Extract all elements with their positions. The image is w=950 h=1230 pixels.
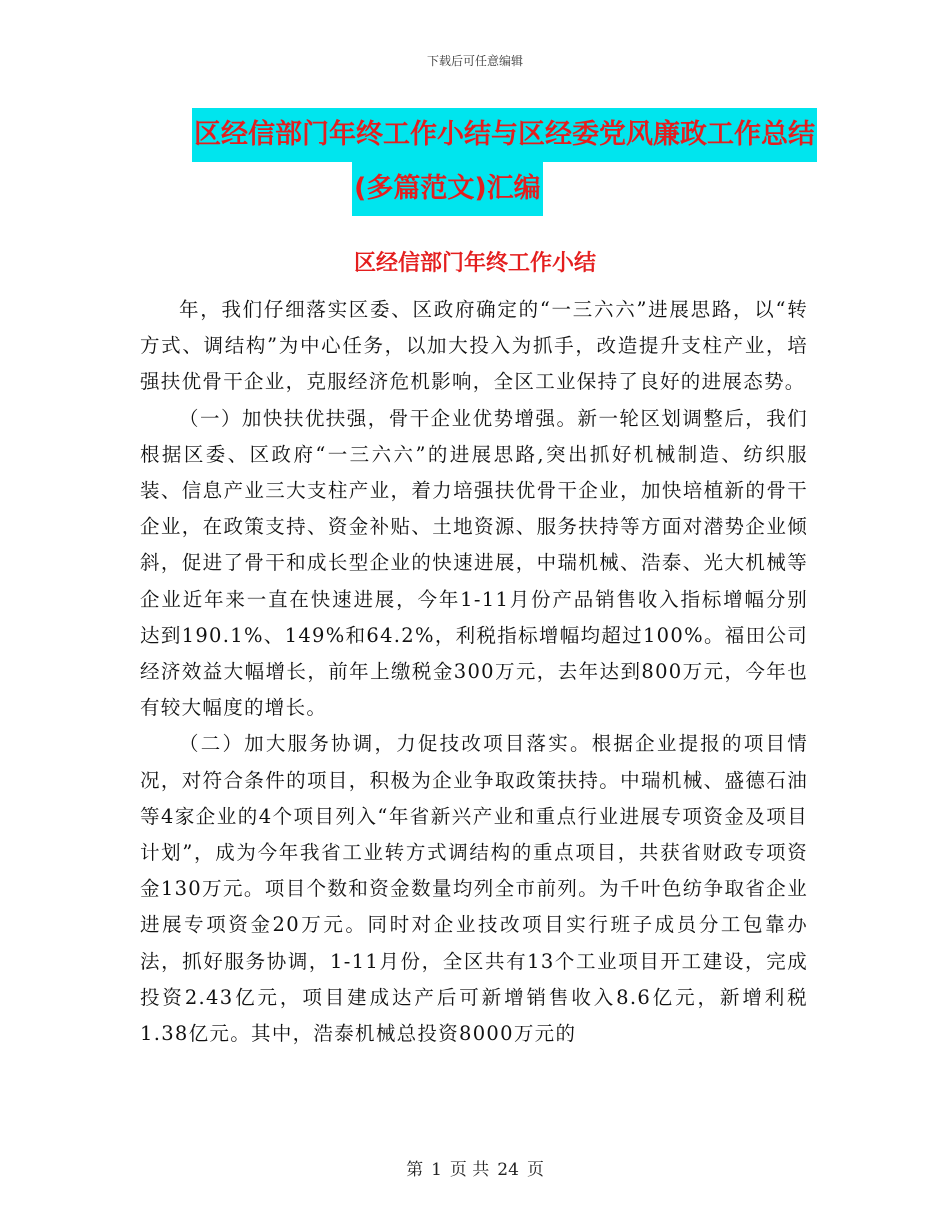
- body-paragraph-1: （一）加快扶优扶强，骨干企业优势增强。新一轮区划调整后，我们根据区委、区政府“一三六六”的进展思路,突出抓好机械制造、纺织服装、信息产业三大支柱产业，着力培强扶优骨干企业，加快培植新的骨干企业，在政策支持、资金补贴、土地资源、服务扶持等方面对潜势企业倾斜，促进了骨干和成长型企业的快速进展，中瑞机械、浩泰、光大机械等企业近年来一直在快速进展，今年1-11月份产品销售收入指标增幅分别达到190.1%、149%和64.2%，利税指标增幅均超过100%。福田公司经济效益大幅增长，前年上缴税金300万元，去年达到800万元，今年也有较大幅度的增长。: [140, 406, 808, 720]
- page-footer: [0, 1155, 950, 1180]
- page-header-note: 下载后可任意编辑: [426, 54, 523, 68]
- document-title-line-1: 区经信部门年终工作小结与区经委党风廉政工作总结: [192, 108, 817, 162]
- body-paragraph-intro: 年，我们仔细落实区委、区政府确定的“一三六六”进展思路，以“转方式、调结构”为中心任务，以加大投入为抓手，改造提升支柱产业，培强扶优骨干企业，克服经济危机影响，全区工业保持了良好的进展态势。: [140, 298, 808, 394]
- footer-suffix: 页: [526, 1160, 544, 1180]
- document-body: [140, 292, 808, 1052]
- footer-total-pages: 24: [497, 1160, 519, 1180]
- footer-current-page: 1: [431, 1160, 442, 1180]
- document-title: [140, 108, 840, 216]
- footer-middle: 页 共: [449, 1160, 490, 1180]
- footer-prefix: 第: [406, 1160, 424, 1180]
- section-heading: 区经信部门年终工作小结: [353, 251, 596, 276]
- document-title-line-2: (多篇范文)汇编: [352, 162, 543, 216]
- body-paragraph-2: （二）加大服务协调，力促技改项目落实。根据企业提报的项目情况，对符合条件的项目，积极为企业争取政策扶持。中瑞机械、盛德石油等4家企业的4个项目列入“年省新兴产业和重点行业进展专项资金及项目计划”，成为今年我省工业转方式调结构的重点项目，共获省财政专项资金130万元。项目个数和资金数量均列全市前列。为千叶色纺争取省企业进展专项资金20万元。同时对企业技改项目实行班子成员分工包靠办法，抓好服务协调，1-11月份，全区共有13个工业项目开工建设，完成投资2.43亿元，项目建成达产后可新增销售收入8.6亿元，新增利税1.38亿元。其中，浩泰机械总投资8000万元的: [140, 732, 808, 1046]
